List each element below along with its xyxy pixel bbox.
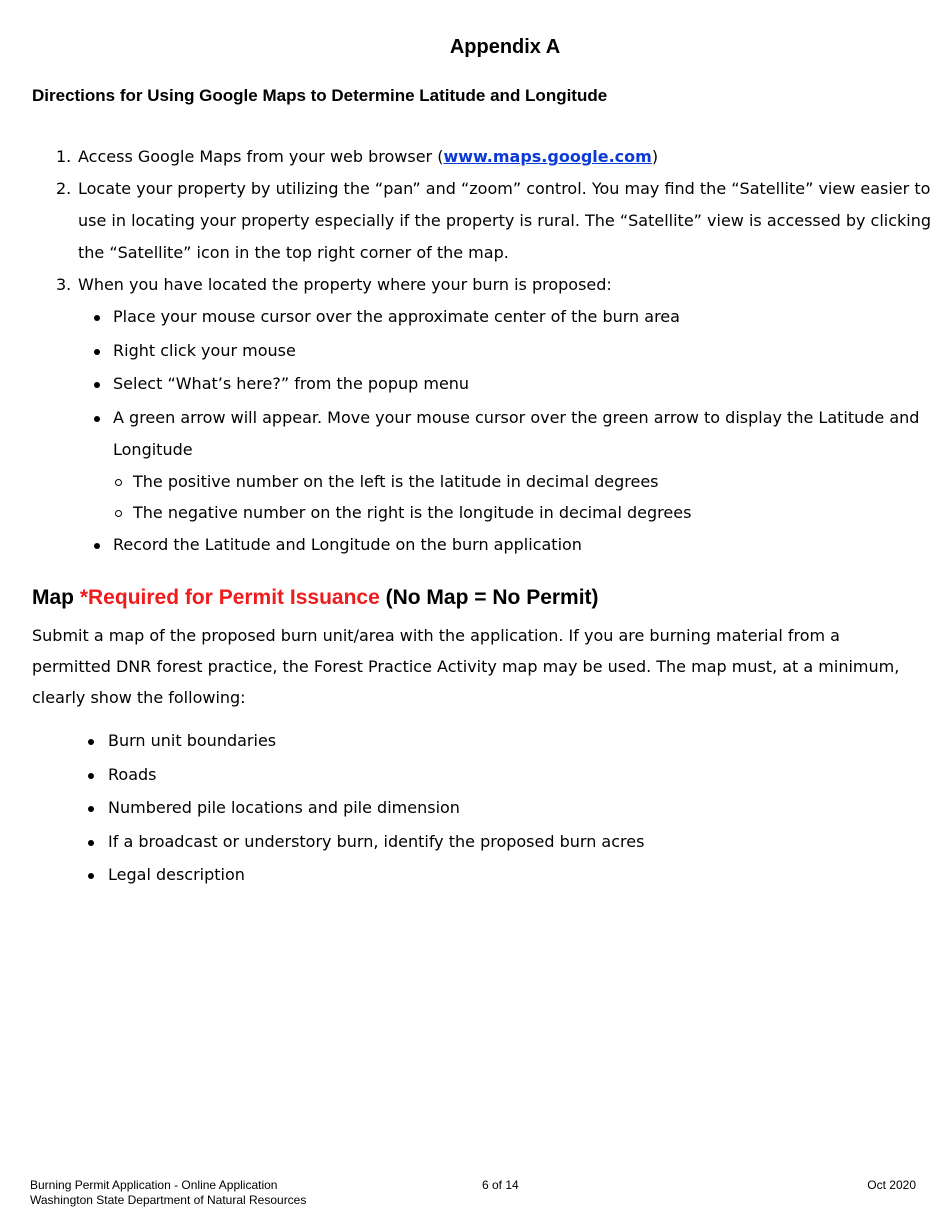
- footer-left: [30, 1178, 306, 1208]
- step-text: When you have located the property where your burn is proposed:: [78, 275, 612, 294]
- required-label: *Required for Permit Issuance: [79, 586, 380, 609]
- directions-heading: Directions for Using Google Maps to Determine Latitude and Longitude: [32, 86, 608, 105]
- step-1: [56, 141, 936, 173]
- footer-date: Oct 2020: [867, 1178, 916, 1192]
- sub-bullets: [113, 466, 936, 528]
- list-item: Roads: [108, 759, 908, 791]
- map-requirements-list: [108, 725, 908, 893]
- page-footer: [30, 1178, 916, 1218]
- footer-agency: Washington State Department of Natural Resources: [30, 1193, 307, 1207]
- map-heading: [32, 586, 599, 610]
- list-item: Place your mouse cursor over the approximate center of the burn area: [91, 301, 936, 333]
- sub-list-item: The negative number on the right is the longitude in decimal degrees: [113, 497, 936, 528]
- list-item: Legal description: [108, 859, 908, 891]
- list-item: Numbered pile locations and pile dimension: [108, 792, 908, 824]
- list-item: If a broadcast or understory burn, identify the proposed burn acres: [108, 826, 908, 858]
- sub-list-item: The positive number on the left is the latitude in decimal degrees: [113, 466, 936, 497]
- step-number: 3.: [56, 275, 72, 294]
- step-3-bullets: [91, 301, 936, 561]
- page-number: 6 of 14: [482, 1178, 519, 1192]
- list-item: Record the Latitude and Longitude on the burn application: [91, 529, 936, 561]
- step-3: [56, 269, 936, 561]
- list-item-green-arrow: [91, 402, 936, 528]
- map-heading-start: Map: [32, 586, 80, 609]
- step-text-end: ): [651, 147, 659, 166]
- step-2: [56, 173, 936, 269]
- steps-list: [56, 141, 936, 563]
- step-text: Access Google Maps from your web browser (: [78, 147, 444, 166]
- appendix-title: Appendix A: [449, 36, 561, 58]
- map-heading-end: (No Map = No Permit): [379, 586, 599, 609]
- google-maps-link[interactable]: www.maps.google.com: [443, 147, 652, 166]
- step-number: 2.: [56, 179, 72, 198]
- list-item: Select “What’s here?” from the popup menu: [91, 368, 936, 400]
- step-text: Locate your property by utilizing the “pan” and “zoom” control. You may find the “Satellite” view easier to use in locating your property especially if the property is rural. The “Satellite” view is accessed by clicking the “Satellite” icon in the top right corner of the map.: [78, 179, 932, 262]
- list-item: Burn unit boundaries: [108, 725, 908, 757]
- step-number: 1.: [56, 147, 72, 166]
- footer-title: Burning Permit Application - Online Application: [30, 1178, 278, 1192]
- list-item-text: A green arrow will appear. Move your mouse cursor over the green arrow to display the Latitude and Longitude: [113, 407, 920, 459]
- map-paragraph: Submit a map of the proposed burn unit/area with the application. If you are burning material from a permitted DNR forest practice, the Forest Practice Activity map may be used. The map must, at a minimum, clearly show the following:: [32, 626, 900, 707]
- list-item: Right click your mouse: [91, 335, 936, 367]
